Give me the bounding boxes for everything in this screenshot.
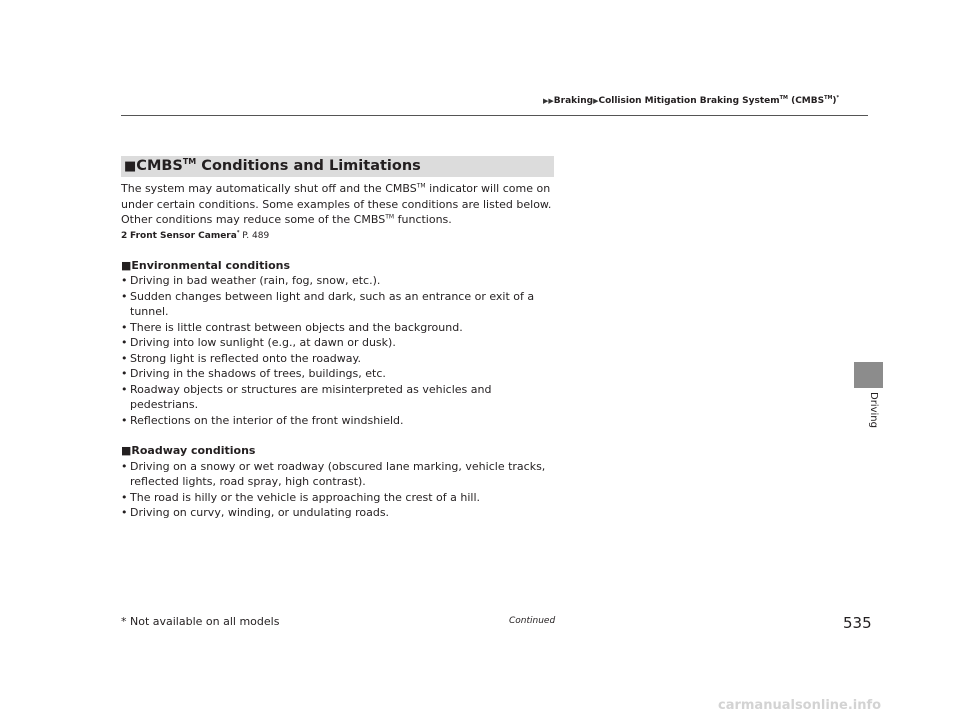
page-body	[121, 181, 561, 521]
roadway-conditions	[121, 443, 561, 521]
environmental-title: ■Environmental conditions	[121, 258, 291, 272]
list-item: • Strong light is reflected onto the roadway.	[121, 351, 561, 367]
intro-paragraph: The system may automatically shut off and the CMBS™ indicator will come on under certain conditions. Some examples of these conditions are listed below. Other conditions may reduce some of the CMBS™ functions.	[121, 182, 552, 226]
cross-reference-arrow-icon: 2	[121, 230, 128, 241]
roadway-title: ■Roadway conditions	[121, 444, 256, 457]
chapter-tab[interactable]	[854, 362, 883, 388]
list-item: • Driving on curvy, winding, or undulating roads.	[121, 505, 561, 521]
continued-label: Continued	[509, 616, 556, 626]
breadcrumb	[543, 96, 839, 106]
triangle-right-icon: ▶▶	[543, 97, 554, 105]
cross-reference-link[interactable]: 2 Front Sensor Camera* P. 489	[121, 229, 270, 241]
watermark: carmanualsonline.info	[718, 698, 882, 713]
triangle-right-icon: ▶	[593, 97, 599, 105]
list-item: • Sudden changes between light and dark, such as an entrance or exit of a tunnel.	[121, 289, 561, 320]
square-bullet-icon: ■	[124, 159, 137, 174]
breadcrumb-braking[interactable]: Braking	[553, 96, 594, 106]
chapter-label: Driving	[868, 392, 879, 428]
header-divider	[121, 115, 868, 116]
list-item: • There is little contrast between objects and the background.	[121, 320, 561, 336]
list-item: • Driving in the shadows of trees, buildings, etc.	[121, 366, 561, 382]
list-item: • The road is hilly or the vehicle is approaching the crest of a hill.	[121, 490, 561, 506]
page-number: 535	[843, 614, 872, 632]
environmental-conditions	[121, 258, 561, 429]
list-item: • Driving on a snowy or wet roadway (obscured lane marking, vehicle tracks, reflected lights, road spray, high contrast).	[121, 459, 561, 490]
footnote: * Not available on all models	[121, 615, 280, 628]
list-item: • Driving into low sunlight (e.g., at dawn or dusk).	[121, 335, 561, 351]
list-item: • Reflections on the interior of the front windshield.	[121, 413, 561, 429]
section-heading: ■CMBS™ Conditions and Limitations	[124, 157, 421, 174]
breadcrumb-cmbs[interactable]: Collision Mitigation Braking System™ (CMBS™)*	[598, 95, 840, 106]
list-item: • Driving in bad weather (rain, fog, snow, etc.).	[121, 273, 561, 289]
list-item: • Roadway objects or structures are misinterpreted as vehicles and pedestrians.	[121, 382, 561, 413]
